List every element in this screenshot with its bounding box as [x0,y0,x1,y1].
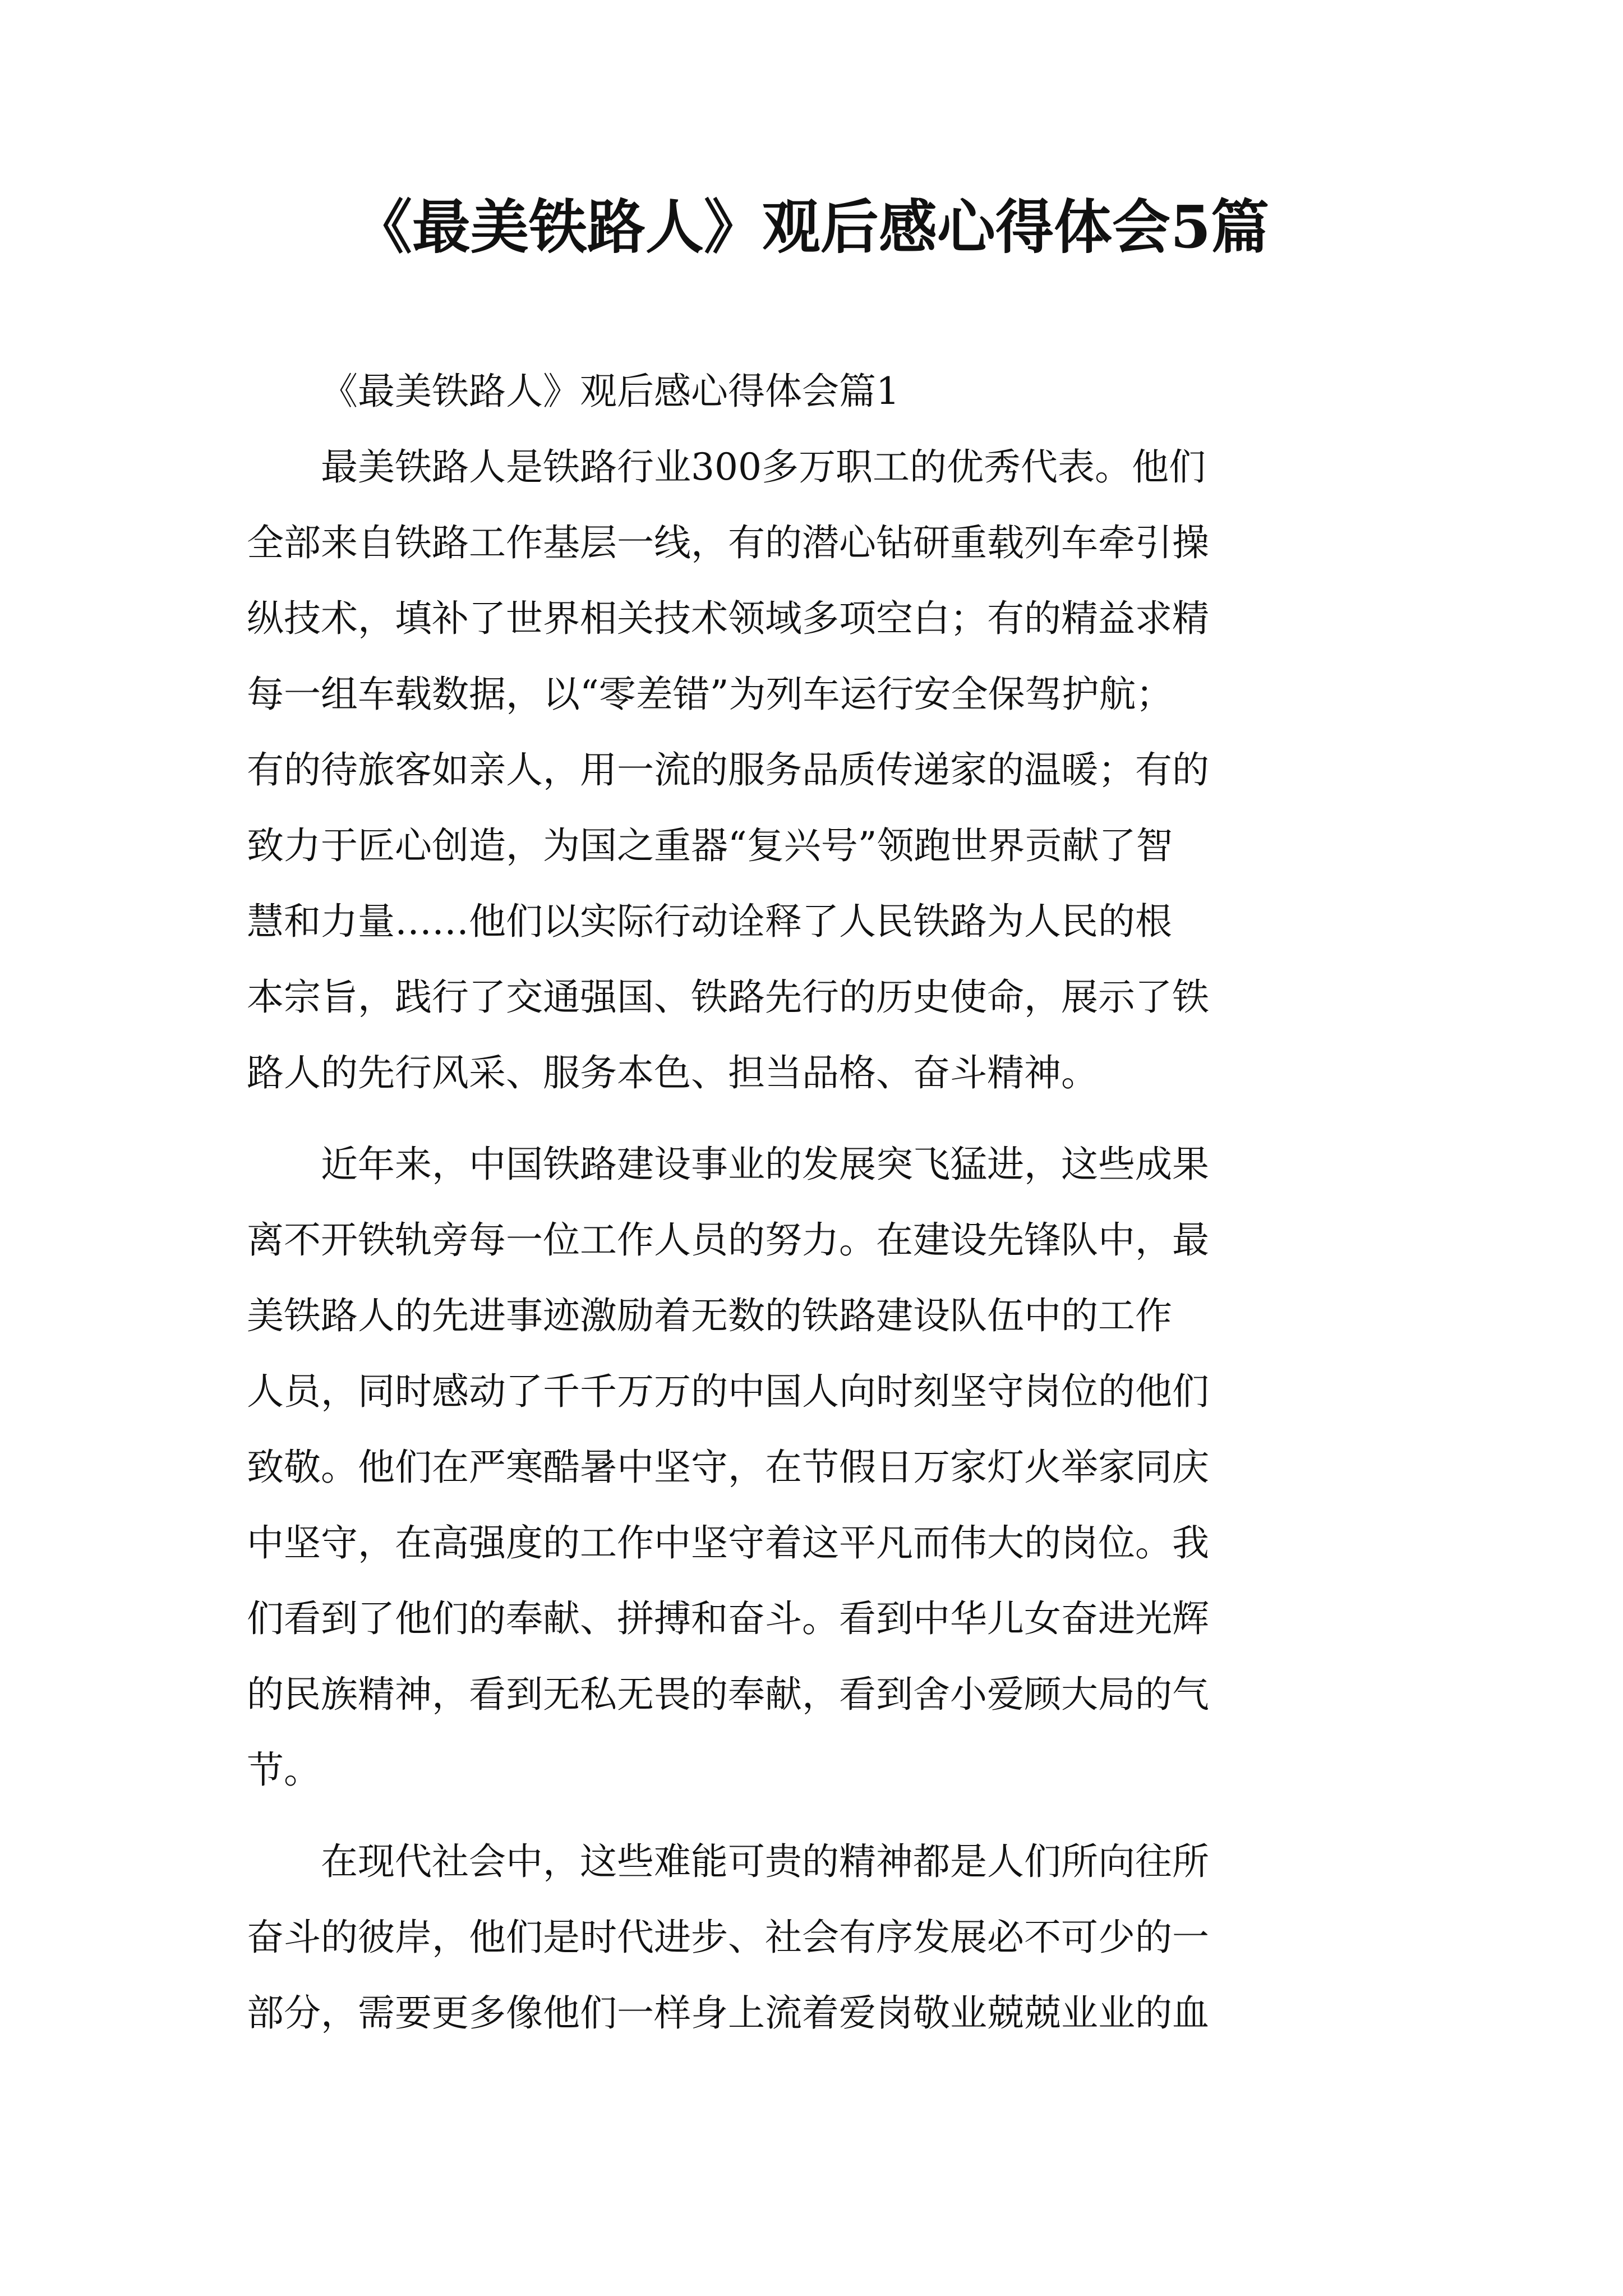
paragraph-3 [247,1824,1380,2051]
paragraph-line: 奋斗的彼岸，他们是时代进步、社会有序发展必不可少的一 [247,1916,1209,1959]
paragraph-line: 离不开铁轨旁每一位工作人员的努力。在建设先锋队中，最 [247,1218,1209,1262]
paragraph-line: 本宗旨，践行了交通强国、铁路先行的历史使命，展示了铁 [247,976,1209,1019]
paragraph-line: 近年来，中国铁路建设事业的发展突飞猛进，这些成果 [321,1143,1209,1186]
paragraph-line: 慧和力量……他们以实际行动诠释了人民铁路为人民的根 [247,900,1172,943]
paragraph-line: 路人的先行风采、服务本色、担当品格、奋斗精神。 [247,1051,1098,1094]
paragraph-line: 的民族精神，看到无私无畏的奉献，看到舍小爱顾大局的气 [247,1673,1209,1716]
paragraph-line: 每一组车载数据，以“零差错”为列车运行安全保驾护航； [247,673,1173,716]
paragraph-line: 在现代社会中，这些难能可贵的精神都是人们所向往所 [321,1840,1209,1883]
paragraph-2 [247,1126,1380,1808]
paragraph-line: 全部来自铁路工作基层一线，有的潜心钻研重载列车牵引操 [247,521,1209,564]
paragraph-line: 节。 [247,1749,321,1792]
paragraph-line: 最美铁路人是铁路行业300多万职工的优秀代表。他们 [321,445,1206,489]
paragraph-line: 致敬。他们在严寒酷暑中坚守，在节假日万家灯火举家同庆 [247,1446,1209,1489]
document-body [247,353,1380,2051]
paragraph-line: 中坚守，在高强度的工作中坚守着这平凡而伟大的岗位。我 [247,1521,1209,1565]
paragraph-1 [247,429,1380,1111]
paragraph-line: 人员，同时感动了千千万万的中国人向时刻坚守岗位的他们 [247,1370,1209,1413]
section-heading: 《最美铁路人》观后感心得体会篇1 [321,370,900,413]
paragraph-line: 致力于匠心创造，为国之重器“复兴号”领跑世界贡献了智 [247,824,1173,867]
paragraph-line: 美铁路人的先进事迹激励着无数的铁路建设队伍中的工作 [247,1294,1172,1337]
paragraph-line: 有的待旅客如亲人，用一流的服务品质传递家的温暖；有的 [247,748,1209,792]
paragraph-line: 们看到了他们的奉献、拼搏和奋斗。看到中华儿女奋进光辉 [247,1597,1209,1640]
paragraph-line: 部分，需要更多像他们一样身上流着爱岗敬业兢兢业业的血 [247,1991,1209,2035]
document-title: 《最美铁路人》观后感心得体会5篇 [353,192,1270,261]
paragraph-line: 纵技术，填补了世界相关技术领域多项空白；有的精益求精 [247,597,1209,640]
